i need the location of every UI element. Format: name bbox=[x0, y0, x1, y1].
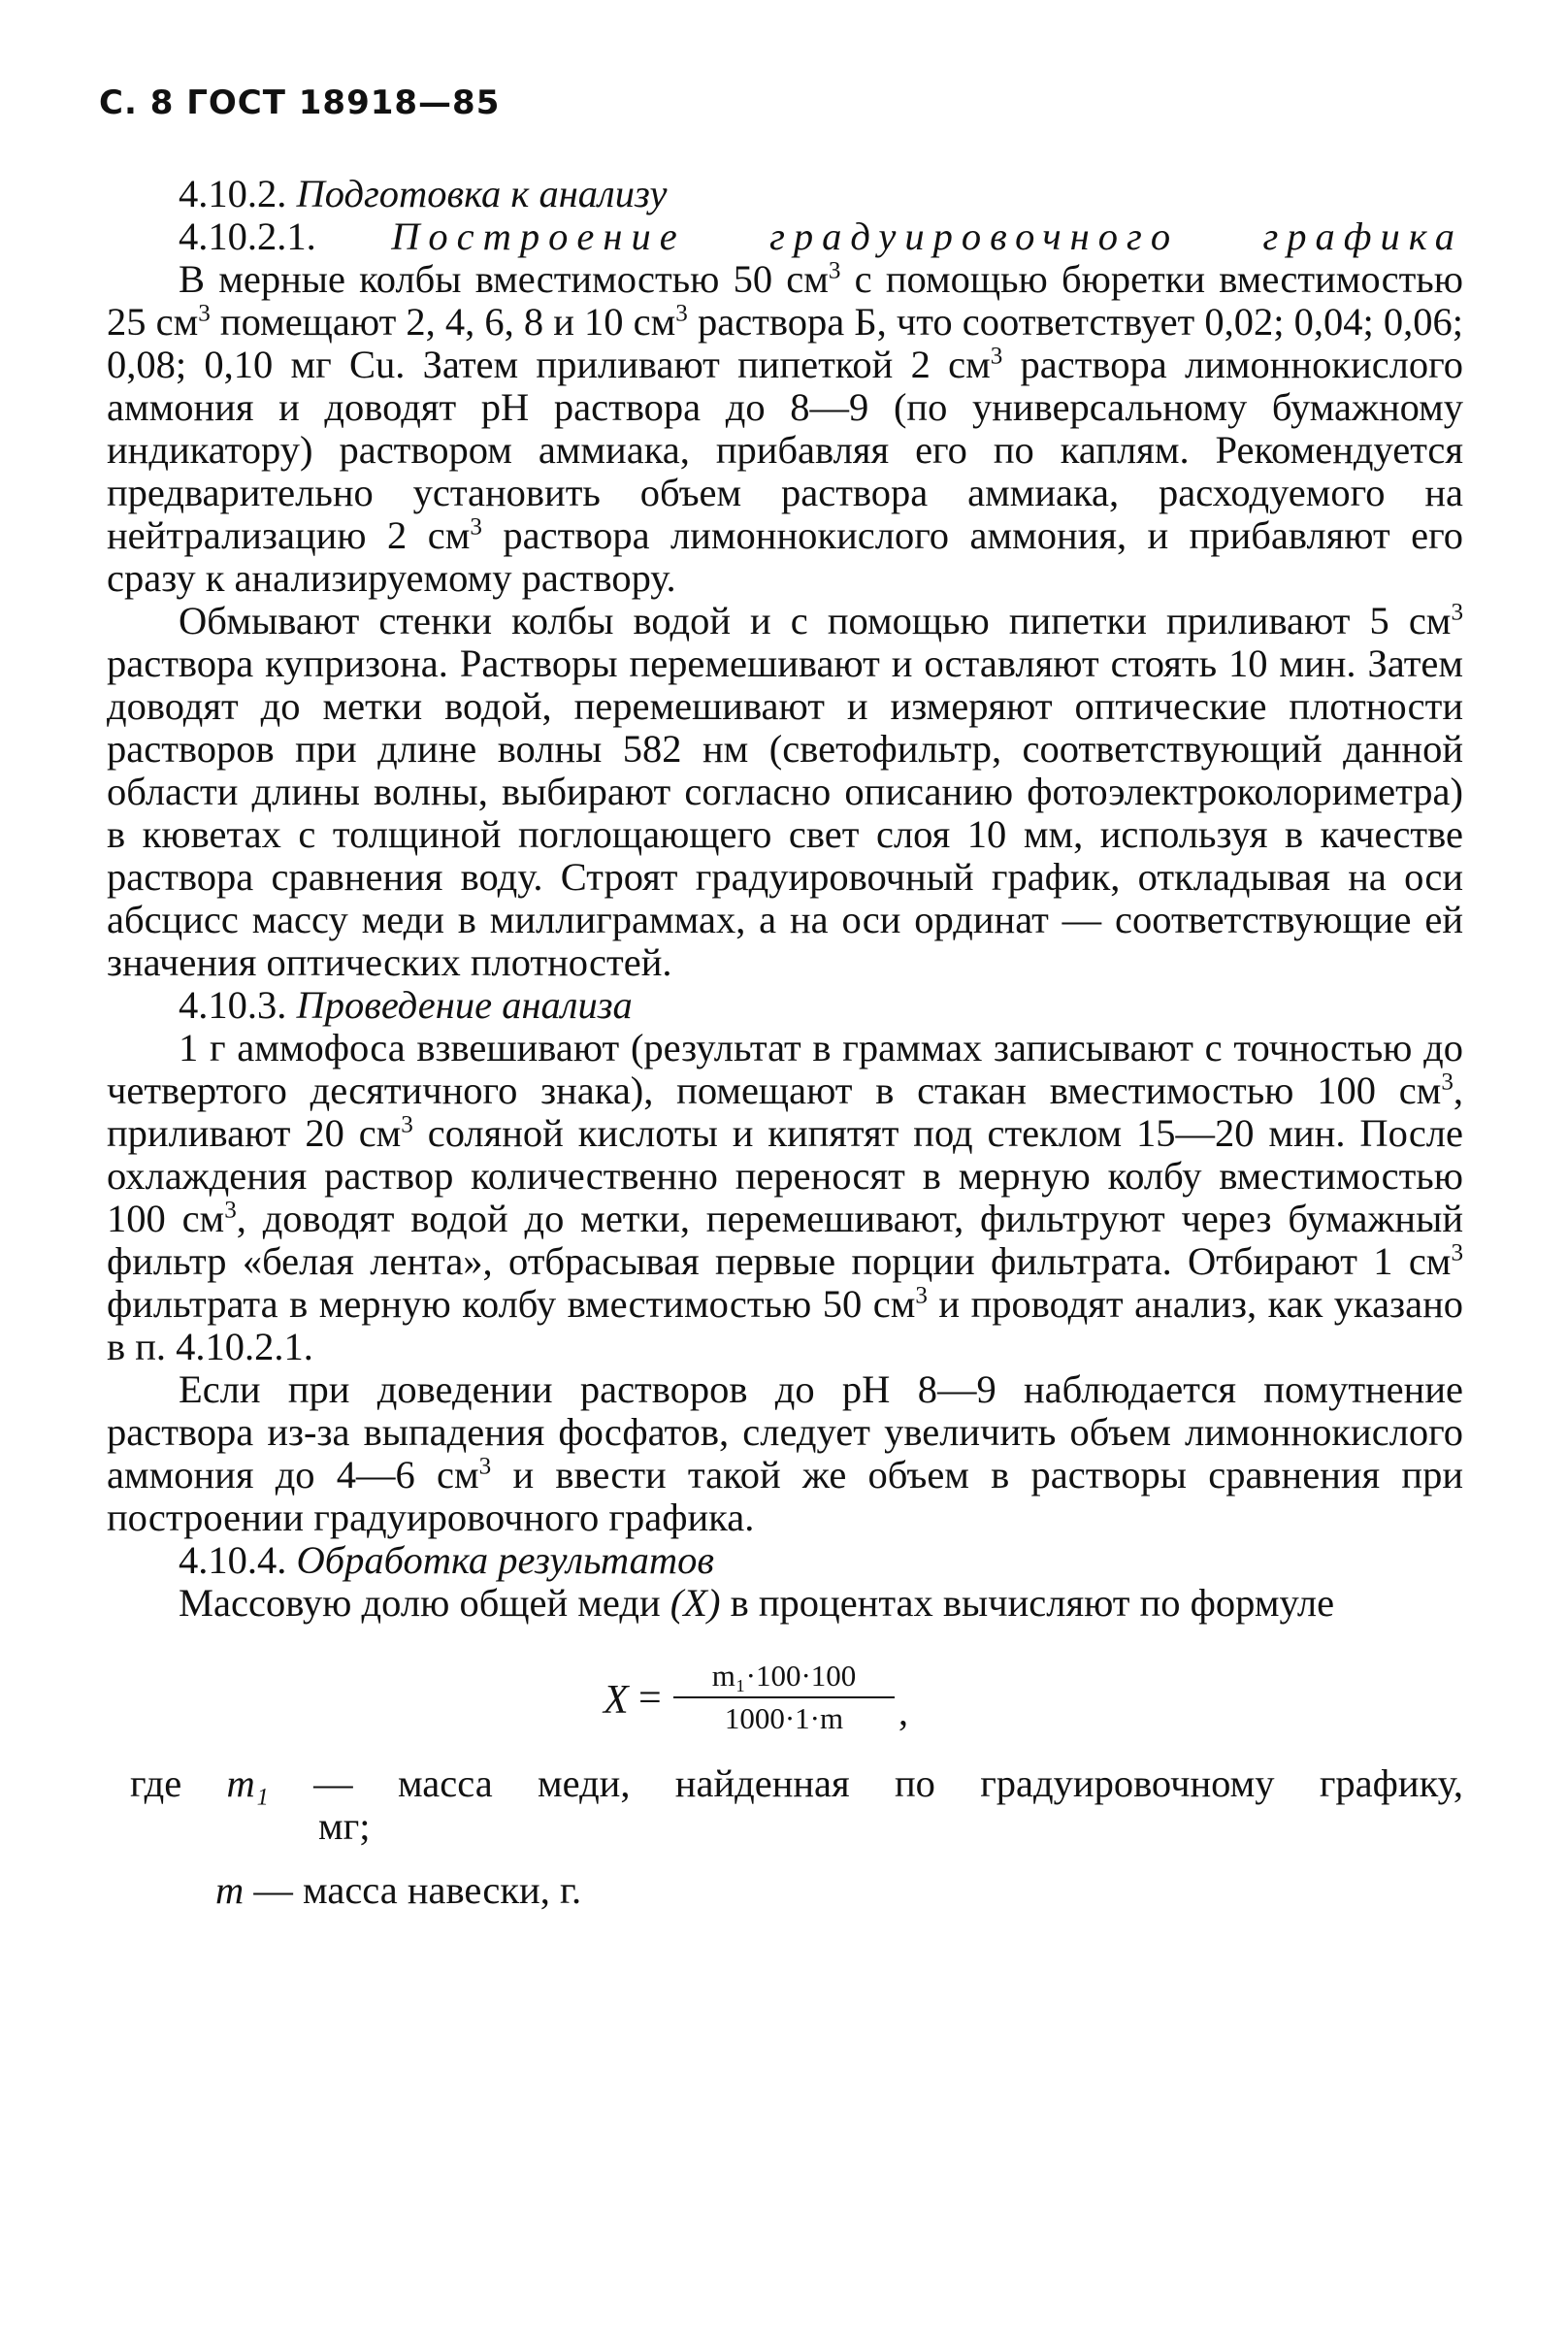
text-run: в процентах вычисляют по формуле bbox=[720, 1581, 1335, 1625]
superscript: 3 bbox=[198, 300, 211, 327]
text-run: фильтрата в мерную колбу вместимостью 50 см bbox=[107, 1282, 916, 1326]
paragraph-calibration-1 bbox=[107, 258, 1463, 600]
section-number: 4.10.2. bbox=[179, 172, 287, 215]
text-run: где bbox=[130, 1761, 227, 1805]
legend-row-unit: мг; bbox=[318, 1804, 371, 1848]
section-number: 4.10.2.1. bbox=[179, 214, 316, 258]
variable-m1: m₁ bbox=[226, 1761, 269, 1805]
section-4-10-3-heading bbox=[107, 984, 1463, 1027]
superscript: 3 bbox=[224, 1197, 237, 1224]
formula-denominator: 1000·1·m bbox=[724, 1701, 844, 1735]
superscript: 3 bbox=[675, 300, 688, 327]
superscript: 3 bbox=[470, 513, 482, 541]
superscript: 3 bbox=[1441, 1069, 1454, 1096]
text-run: В мерные колбы вместимостью 50 см bbox=[179, 257, 829, 301]
formula-numerator: m₁·100·100 bbox=[673, 1658, 895, 1698]
section-4-10-2-heading bbox=[107, 173, 1463, 215]
variable-m: m bbox=[215, 1868, 245, 1912]
text-run: с помощью бюретки вместимостью 25 см bbox=[107, 257, 1463, 344]
superscript: 3 bbox=[1451, 599, 1463, 626]
formula-equals: = bbox=[638, 1676, 662, 1721]
text-run: раствора купризона. Растворы перемешивают и оставляют стоять 10 мин. Затем доводят до метки водой, перемешивают и измеряют оптические плотности растворов при длине волны 582 нм (светофильтр, соответствующий данной области длины волны, выбирают согласно описанию фотоэлектроколориметра) в кюветах с толщиной поглощающего свет слоя 10 мм, используя в качестве раствора сравнения воду. Строят градуировочный график, откладывая на оси абсцисс массу меди в миллиграммах, а на оси ординат — соответствующие ей значения оптических плотностей. bbox=[107, 641, 1463, 984]
section-4-10-2-1-heading bbox=[107, 215, 1463, 258]
document-body bbox=[107, 173, 1463, 1927]
legend-row-m bbox=[215, 1869, 581, 1912]
superscript: 3 bbox=[478, 1453, 492, 1480]
formula bbox=[107, 1658, 1463, 1741]
section-4-10-4-heading bbox=[107, 1539, 1463, 1582]
formula-comma: , bbox=[898, 1690, 908, 1733]
superscript: 3 bbox=[828, 257, 841, 284]
paragraph-results-intro bbox=[107, 1582, 1463, 1625]
section-title: Построение градуировочного графика bbox=[391, 214, 1463, 258]
section-title: Обработка результатов bbox=[296, 1538, 714, 1582]
superscript: 3 bbox=[1451, 1239, 1463, 1266]
text-run: — масса меди, найденная по градуировочному графику, bbox=[268, 1761, 1464, 1805]
variable-x: (X) bbox=[670, 1581, 721, 1625]
text-run: раствора лимоннокислого аммония и доводят pH раствора до 8—9 (по универсальному бумажному индикатору) раствором аммиака, прибавляя его по каплям. Рекомендуется предварительно установить объем раствора аммиака, расходуемого на нейтрализацию 2 см bbox=[107, 343, 1463, 557]
superscript: 3 bbox=[990, 343, 1003, 370]
text-run: раствора лимоннокислого аммония, и прибавляют его сразу к анализируемому раствору. bbox=[107, 513, 1463, 600]
section-number: 4.10.4. bbox=[179, 1538, 287, 1582]
text-run: 1 г аммофоса взвешивают (результат в граммах записывают с точностью до четвертого десятичного знака), помещают в стакан вместимостью 100 см bbox=[107, 1026, 1463, 1112]
section-title: Проведение анализа bbox=[296, 983, 633, 1027]
paragraph-analysis-1 bbox=[107, 1027, 1463, 1368]
section-title: Подготовка к анализу bbox=[296, 172, 668, 215]
text-run: Если при доведении растворов до pH 8—9 наблюдается помутнение раствора из-за выпадения фосфатов, следует увеличить объем лимоннокислого аммония до 4—6 см bbox=[107, 1367, 1463, 1496]
page-header: С. 8 ГОСТ 18918—85 bbox=[99, 83, 501, 122]
legend-row-m1 bbox=[130, 1762, 1463, 1805]
text-run: Массовую долю общей меди bbox=[179, 1581, 670, 1625]
paragraph-analysis-2 bbox=[107, 1368, 1463, 1539]
text-run: помещают 2, 4, 6, 8 и 10 см bbox=[210, 300, 676, 344]
text-run: — масса навески, г. bbox=[244, 1868, 582, 1912]
section-number: 4.10.3. bbox=[179, 983, 287, 1027]
text-run: , доводят водой до метки, перемешивают, фильтруют через бумажный фильтр «белая лента», отбрасывая первые порции фильтрата. Отбирают 1 см bbox=[107, 1197, 1463, 1283]
text-run: Обмывают стенки колбы водой и с помощью пипетки приливают 5 см bbox=[179, 599, 1452, 642]
formula-lhs: X bbox=[604, 1678, 629, 1723]
paragraph-calibration-2 bbox=[107, 600, 1463, 984]
formula-fraction bbox=[673, 1658, 895, 1737]
formula-legend bbox=[107, 1762, 1463, 1927]
text-run: , приливают 20 см bbox=[107, 1069, 1463, 1155]
text-run: раствора Б, что соответствует 0,02; 0,04; 0,06; 0,08; 0,10 мг Cu. Затем приливают пипеткой 2 см bbox=[107, 300, 1464, 386]
text-run: и проводят анализ, как указано в п. 4.10.2.1. bbox=[107, 1282, 1463, 1368]
superscript: 3 bbox=[915, 1282, 928, 1309]
superscript: 3 bbox=[401, 1111, 413, 1138]
text-run: и ввести такой же объем в растворы сравнения при построении градуировочного графика. bbox=[107, 1453, 1463, 1539]
text-run: соляной кислоты и кипятят под стеклом 15—20 мин. После охлаждения раствор количественно переносят в мерную колбу вместимостью 100 см bbox=[107, 1111, 1463, 1240]
